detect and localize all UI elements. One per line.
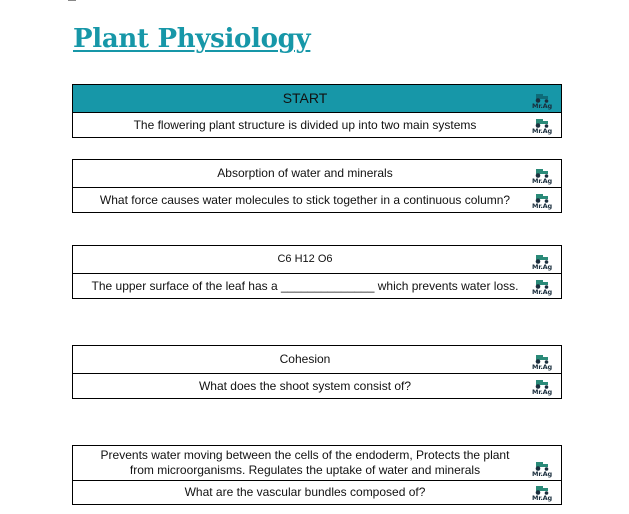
card-4: [72, 345, 562, 399]
badge-label: Mr.Ag: [532, 102, 552, 110]
mr-ag-badge: [528, 165, 556, 185]
mr-ag-badge: [528, 482, 556, 502]
badge-label: Mr.Ag: [532, 202, 552, 210]
card-row-text: Cohesion: [279, 352, 331, 366]
badge-label: Mr.Ag: [532, 177, 552, 185]
corner-mark: [68, 0, 76, 1]
mr-ag-badge: [528, 276, 556, 296]
card-5: [72, 445, 562, 505]
badge-label: Mr.Ag: [532, 494, 552, 502]
card-1: [72, 84, 562, 138]
card-row-text: START: [282, 90, 328, 106]
card-row: [73, 480, 561, 504]
card-row: [73, 346, 561, 373]
badge-label: Mr.Ag: [532, 470, 552, 478]
mr-ag-badge: [528, 376, 556, 396]
badge-label: Mr.Ag: [532, 388, 552, 396]
badge-label: Mr.Ag: [532, 363, 552, 371]
mr-ag-badge: [528, 351, 556, 371]
card-row: [73, 85, 561, 112]
card-row-text: The upper surface of the leaf has a ______________ which prevents water loss.: [91, 278, 519, 293]
card-row-text: The flowering plant structure is divided up into two main systems: [133, 117, 477, 132]
page-title: Plant Physiology: [73, 24, 311, 54]
card-row-text: C6 H12 O6: [277, 253, 333, 265]
card-row: [73, 273, 561, 298]
card-row: [73, 373, 561, 398]
card-2: [72, 159, 562, 213]
card-row: [73, 446, 561, 480]
card-row-text: What does the shoot system consist of?: [198, 378, 412, 393]
mr-ag-badge: [528, 90, 556, 110]
card-row: [73, 112, 561, 137]
mr-ag-badge: [528, 190, 556, 210]
badge-label: Mr.Ag: [532, 288, 552, 296]
mr-ag-badge: [528, 251, 556, 271]
badge-label: Mr.Ag: [532, 263, 552, 271]
card-row-text: Prevents water moving between the cells of the endoderm, Protects the plant from microorganisms. Regulates the uptake of water and minerals: [100, 448, 510, 477]
card-row: [73, 187, 561, 212]
card-row-text: What are the vascular bundles composed of?: [184, 485, 426, 499]
mr-ag-badge: [528, 115, 556, 135]
card-3: [72, 245, 562, 299]
badge-label: Mr.Ag: [532, 127, 552, 135]
mr-ag-badge: [528, 458, 556, 478]
card-row: [73, 246, 561, 273]
card-row-text: What force causes water molecules to stick together in a continuous column?: [99, 192, 511, 207]
card-row-text: Absorption of water and minerals: [217, 166, 393, 180]
card-row: [73, 160, 561, 187]
